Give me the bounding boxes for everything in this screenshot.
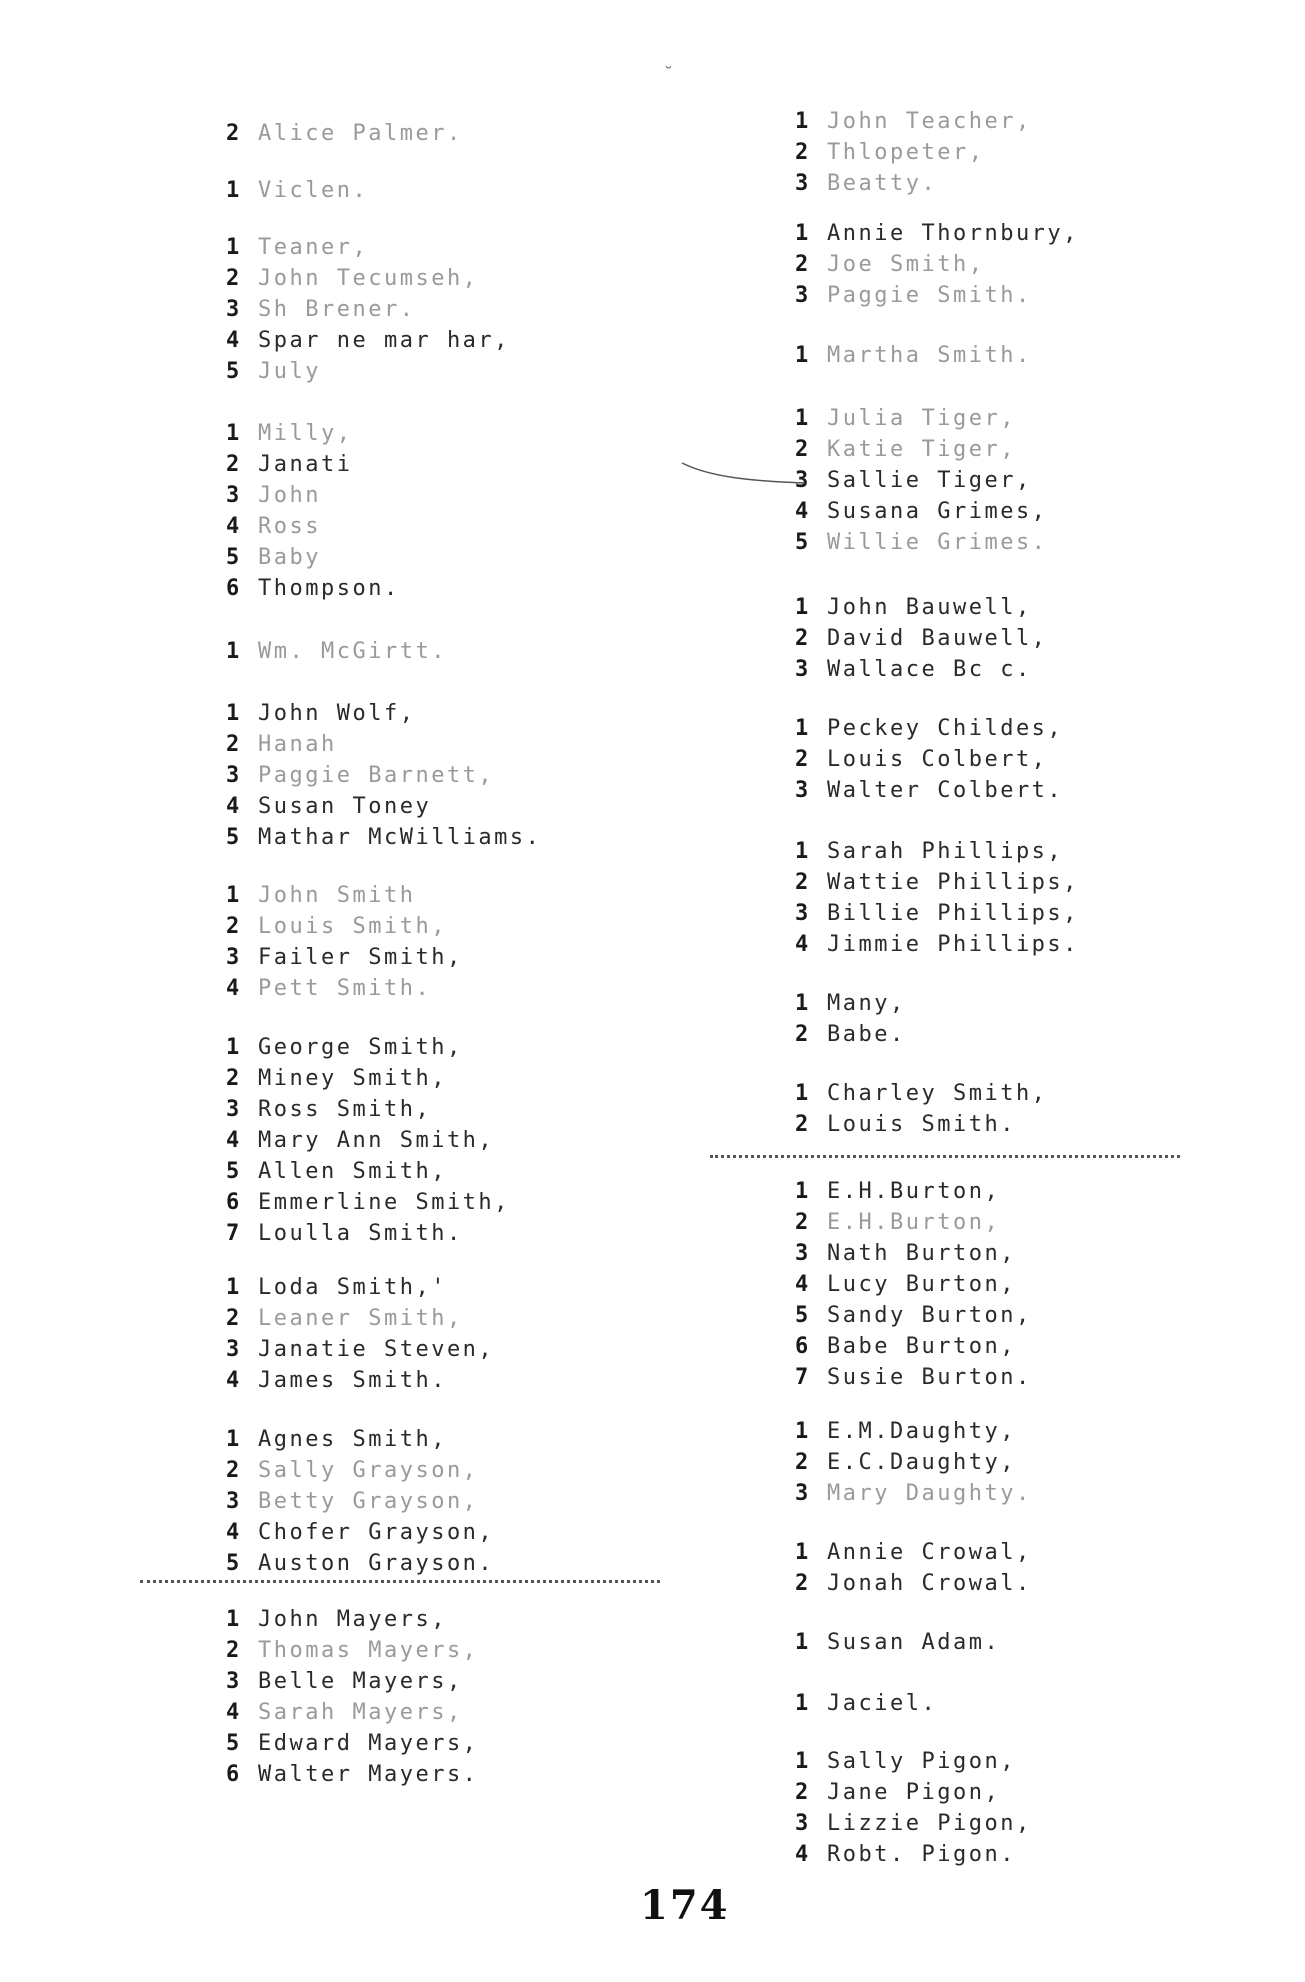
right-entry-group (795, 1627, 1000, 1658)
right-entry-group (795, 1416, 1032, 1509)
left-entry-group (226, 175, 368, 206)
list-item (226, 973, 463, 1004)
list-item (795, 775, 1063, 806)
entry-number: 3 (795, 1811, 811, 1836)
entry-name: Wallace Bc c. (827, 657, 1032, 682)
entry-name: Sally Grayson, (258, 1458, 479, 1483)
list-item (226, 542, 400, 573)
list-item (795, 1362, 1032, 1393)
entry-number: 2 (795, 140, 811, 165)
entry-name: Susan Toney (258, 794, 432, 819)
entry-name: Billie Phillips, (827, 901, 1079, 926)
entry-name: Beatty. (827, 171, 938, 196)
entry-number: 1 (226, 178, 242, 203)
entry-number: 2 (226, 1458, 242, 1483)
entry-number: 2 (795, 1112, 811, 1137)
entry-number: 1 (226, 883, 242, 908)
entry-name: Pett Smith. (258, 976, 432, 1001)
entry-number: 2 (226, 452, 242, 477)
entry-name: Peckey Childes, (827, 716, 1064, 741)
entry-name: John Tecumseh, (258, 266, 479, 291)
left-entry-group (226, 1032, 510, 1249)
entry-number: 1 (795, 221, 811, 246)
list-item (226, 356, 510, 387)
list-item (226, 1697, 478, 1728)
list-item (226, 1032, 510, 1063)
list-item (226, 1365, 494, 1396)
entry-number: 1 (795, 1630, 811, 1655)
entry-number: 3 (795, 283, 811, 308)
entry-number: 3 (795, 1241, 811, 1266)
entry-name: Viclen. (258, 178, 369, 203)
list-item (226, 1094, 510, 1125)
entry-number: 4 (795, 1842, 811, 1867)
list-item (226, 942, 463, 973)
entry-number: 1 (795, 406, 811, 431)
list-item (795, 1478, 1032, 1509)
entry-number: 2 (795, 1210, 811, 1235)
entry-number: 3 (226, 1097, 242, 1122)
entry-number: 6 (226, 1190, 242, 1215)
list-item (226, 325, 510, 356)
entry-name: E.M.Daughty, (827, 1419, 1016, 1444)
list-item (226, 1728, 478, 1759)
left-entry-group (226, 118, 463, 149)
left-entry-group (226, 880, 463, 1004)
section-divider-right (710, 1155, 1180, 1158)
entry-name: Many, (827, 991, 906, 1016)
top-mark: ˘ (663, 64, 674, 85)
entry-name: Allen Smith, (258, 1159, 447, 1184)
entry-number: 2 (226, 266, 242, 291)
list-item (795, 867, 1079, 898)
list-item (795, 1300, 1032, 1331)
list-item (226, 1218, 510, 1249)
list-item (795, 465, 1047, 496)
list-item (226, 1455, 494, 1486)
entry-number: 7 (226, 1221, 242, 1246)
entry-number: 2 (795, 747, 811, 772)
entry-name: Annie Crowal, (827, 1540, 1032, 1565)
entry-name: Annie Thornbury, (827, 221, 1079, 246)
list-item (226, 1424, 494, 1455)
entry-number: 6 (795, 1334, 811, 1359)
list-item (795, 1808, 1032, 1839)
list-item (795, 898, 1079, 929)
entry-name: David Bauwell, (827, 626, 1048, 651)
list-item (795, 1777, 1032, 1808)
entry-name: Louis Colbert, (827, 747, 1048, 772)
entry-name: Thomas Mayers, (258, 1638, 479, 1663)
right-entry-group (795, 1746, 1032, 1870)
entry-name: Chofer Grayson, (258, 1520, 495, 1545)
list-item (795, 836, 1079, 867)
right-entry-group (795, 1176, 1032, 1393)
right-entry-group (795, 403, 1047, 558)
list-item (795, 654, 1047, 685)
list-item (795, 1238, 1032, 1269)
entry-name: Leaner Smith, (258, 1306, 463, 1331)
list-item (795, 137, 1032, 168)
entry-number: 4 (226, 976, 242, 1001)
list-item (795, 1207, 1032, 1238)
entry-name: E.C.Daughty, (827, 1450, 1016, 1475)
list-item (226, 1334, 494, 1365)
right-entry-group (795, 340, 1032, 371)
entry-name: George Smith, (258, 1035, 463, 1060)
page-number: 174 (640, 1882, 730, 1929)
entry-name: John (258, 483, 321, 508)
entry-number: 2 (795, 1780, 811, 1805)
list-item (795, 527, 1047, 558)
entry-name: Loda Smith,' (258, 1275, 447, 1300)
entry-name: Nath Burton, (827, 1241, 1016, 1266)
entry-name: Baby (258, 545, 321, 570)
list-item (795, 1839, 1032, 1870)
entry-number: 2 (226, 1306, 242, 1331)
entry-name: Edward Mayers, (258, 1731, 479, 1756)
entry-number: 4 (226, 1700, 242, 1725)
list-item (226, 636, 447, 667)
list-item (795, 1746, 1032, 1777)
list-item (795, 1078, 1047, 1109)
list-item (226, 880, 463, 911)
entry-number: 2 (226, 732, 242, 757)
entry-name: John Wolf, (258, 701, 416, 726)
entry-number: 3 (226, 1337, 242, 1362)
entry-name: Wattie Phillips, (827, 870, 1079, 895)
entry-number: 1 (795, 716, 811, 741)
entry-number: 1 (795, 991, 811, 1016)
entry-number: 5 (226, 545, 242, 570)
right-entry-group (795, 988, 906, 1050)
entry-number: 1 (795, 343, 811, 368)
entry-number: 1 (226, 1275, 242, 1300)
entry-number: 4 (226, 794, 242, 819)
entry-name: Sallie Tiger, (827, 468, 1032, 493)
entry-name: E.H.Burton, (827, 1210, 1001, 1235)
entry-number: 1 (795, 839, 811, 864)
list-item (226, 263, 510, 294)
left-entry-group (226, 232, 510, 387)
right-entry-group (795, 106, 1032, 199)
entry-name: Louis Smith, (258, 914, 447, 939)
list-item (226, 1635, 478, 1666)
entry-name: Babe Burton, (827, 1334, 1016, 1359)
entry-name: Betty Grayson, (258, 1489, 479, 1514)
entry-number: 1 (226, 1035, 242, 1060)
entry-name: July (258, 359, 321, 384)
entry-name: Emmerline Smith, (258, 1190, 510, 1215)
entry-number: 1 (226, 235, 242, 260)
entry-name: Ross Smith, (258, 1097, 432, 1122)
entry-number: 5 (795, 530, 811, 555)
entry-name: Spar ne mar har, (258, 328, 510, 353)
list-item (795, 744, 1063, 775)
entry-number: 1 (226, 1427, 242, 1452)
entry-name: Belle Mayers, (258, 1669, 463, 1694)
list-item (226, 1604, 478, 1635)
entry-name: Loulla Smith. (258, 1221, 463, 1246)
entry-number: 1 (795, 595, 811, 620)
entry-number: 1 (226, 701, 242, 726)
entry-number: 3 (226, 483, 242, 508)
list-item (226, 1486, 494, 1517)
entry-name: Charley Smith, (827, 1081, 1048, 1106)
entry-number: 1 (795, 1081, 811, 1106)
right-entry-group (795, 592, 1047, 685)
list-item (226, 1156, 510, 1187)
list-item (795, 1331, 1032, 1362)
list-item (795, 434, 1047, 465)
entry-number: 2 (795, 252, 811, 277)
list-item (795, 496, 1047, 527)
entry-name: Teaner, (258, 235, 369, 260)
list-item (226, 449, 400, 480)
entry-name: Katie Tiger, (827, 437, 1016, 462)
entry-number: 3 (795, 657, 811, 682)
list-item (226, 1548, 494, 1579)
list-item (795, 623, 1047, 654)
list-item (795, 218, 1079, 249)
list-item (795, 1688, 937, 1719)
left-entry-group (226, 1272, 494, 1396)
entry-number: 7 (795, 1365, 811, 1390)
list-item (226, 573, 400, 604)
entry-name: Susie Burton. (827, 1365, 1032, 1390)
list-item (226, 760, 541, 791)
entry-number: 3 (795, 1481, 811, 1506)
entry-number: 4 (226, 1368, 242, 1393)
list-item (226, 911, 463, 942)
entry-number: 1 (226, 639, 242, 664)
entry-number: 2 (226, 914, 242, 939)
entry-number: 4 (226, 514, 242, 539)
entry-name: Auston Grayson. (258, 1551, 495, 1576)
entry-name: John Bauwell, (827, 595, 1032, 620)
entry-name: Janatie Steven, (258, 1337, 495, 1362)
entry-name: Joe Smith, (827, 252, 985, 277)
entry-number: 1 (795, 1540, 811, 1565)
entry-name: Mary Daughty. (827, 1481, 1032, 1506)
list-item (795, 106, 1032, 137)
entry-name: James Smith. (258, 1368, 447, 1393)
entry-number: 2 (795, 437, 811, 462)
entry-number: 1 (795, 1419, 811, 1444)
list-item (226, 1272, 494, 1303)
entry-name: Lucy Burton, (827, 1272, 1016, 1297)
entry-name: Agnes Smith, (258, 1427, 447, 1452)
left-entry-group (226, 1604, 478, 1790)
right-entry-group (795, 713, 1063, 806)
list-item (226, 511, 400, 542)
entry-number: 5 (226, 1551, 242, 1576)
entry-name: Jaciel. (827, 1691, 938, 1716)
entry-number: 3 (226, 1489, 242, 1514)
entry-number: 1 (795, 109, 811, 134)
entry-number: 1 (226, 421, 242, 446)
entry-number: 3 (795, 778, 811, 803)
entry-name: John Smith (258, 883, 416, 908)
entry-number: 2 (795, 1571, 811, 1596)
entry-name: Paggie Barnett, (258, 763, 495, 788)
entry-name: Wm. McGirtt. (258, 639, 447, 664)
entry-name: Alice Palmer. (258, 121, 463, 146)
entry-number: 5 (226, 1159, 242, 1184)
entry-number: 3 (795, 468, 811, 493)
pencil-arrow-icon (680, 455, 810, 495)
entry-name: Sarah Phillips, (827, 839, 1064, 864)
entry-name: Julia Tiger, (827, 406, 1016, 431)
list-item (226, 1303, 494, 1334)
entry-number: 2 (795, 1022, 811, 1047)
entry-name: Susana Grimes, (827, 499, 1048, 524)
entry-name: Miney Smith, (258, 1066, 447, 1091)
list-item (795, 1537, 1032, 1568)
entry-name: Jane Pigon, (827, 1780, 1001, 1805)
list-item (226, 1517, 494, 1548)
entry-number: 1 (226, 1607, 242, 1632)
list-item (795, 988, 906, 1019)
entry-name: Willie Grimes. (827, 530, 1048, 555)
list-item (795, 1019, 906, 1050)
entry-name: Sh Brener. (258, 297, 416, 322)
list-item (226, 175, 368, 206)
entry-number: 2 (226, 121, 242, 146)
entry-number: 5 (226, 825, 242, 850)
entry-name: E.H.Burton, (827, 1179, 1001, 1204)
list-item (226, 1759, 478, 1790)
entry-number: 3 (226, 297, 242, 322)
entry-number: 4 (226, 1520, 242, 1545)
entry-name: Jimmie Phillips. (827, 932, 1079, 957)
entry-name: Robt. Pigon. (827, 1842, 1016, 1867)
list-item (226, 1187, 510, 1218)
entry-number: 5 (795, 1303, 811, 1328)
entry-name: Lizzie Pigon, (827, 1811, 1032, 1836)
list-item (226, 118, 463, 149)
list-item (226, 294, 510, 325)
entry-number: 2 (226, 1638, 242, 1663)
entry-name: Sarah Mayers, (258, 1700, 463, 1725)
entry-number: 4 (795, 499, 811, 524)
entry-name: Ross (258, 514, 321, 539)
entry-number: 2 (226, 1066, 242, 1091)
entry-name: Jonah Crowal. (827, 1571, 1032, 1596)
entry-number: 2 (795, 626, 811, 651)
entry-number: 6 (226, 1762, 242, 1787)
right-entry-group (795, 1537, 1032, 1599)
entry-name: Mary Ann Smith, (258, 1128, 495, 1153)
entry-number: 3 (226, 945, 242, 970)
right-entry-group (795, 836, 1079, 960)
list-item (795, 1269, 1032, 1300)
list-item (795, 1416, 1032, 1447)
list-item (226, 1063, 510, 1094)
list-item (795, 592, 1047, 623)
entry-number: 4 (795, 1272, 811, 1297)
list-item (226, 1125, 510, 1156)
section-divider-left (140, 1580, 660, 1583)
entry-name: Mathar McWilliams. (258, 825, 542, 850)
right-entry-group (795, 1688, 937, 1719)
entry-number: 1 (795, 1749, 811, 1774)
entry-number: 2 (795, 1450, 811, 1475)
entry-name: Sandy Burton, (827, 1303, 1032, 1328)
list-item (795, 1627, 1000, 1658)
list-item (795, 280, 1079, 311)
list-item (795, 1568, 1032, 1599)
entry-name: Susan Adam. (827, 1630, 1001, 1655)
entry-name: John Mayers, (258, 1607, 447, 1632)
entry-number: 2 (795, 870, 811, 895)
entry-name: Martha Smith. (827, 343, 1032, 368)
list-item (795, 1447, 1032, 1478)
entry-number: 4 (226, 1128, 242, 1153)
entry-name: Louis Smith. (827, 1112, 1016, 1137)
entry-number: 4 (795, 932, 811, 957)
left-entry-group (226, 636, 447, 667)
entry-name: Babe. (827, 1022, 906, 1047)
entry-number: 5 (226, 1731, 242, 1756)
list-item (795, 1109, 1047, 1140)
entry-number: 3 (795, 171, 811, 196)
entry-number: 5 (226, 359, 242, 384)
list-item (226, 791, 541, 822)
entry-number: 3 (795, 901, 811, 926)
entry-name: Failer Smith, (258, 945, 463, 970)
entry-name: Paggie Smith. (827, 283, 1032, 308)
list-item (795, 1176, 1032, 1207)
entry-name: Thlopeter, (827, 140, 985, 165)
entry-number: 3 (226, 763, 242, 788)
list-item (226, 232, 510, 263)
right-entry-group (795, 218, 1079, 311)
entry-name: Milly, (258, 421, 353, 446)
entry-number: 3 (226, 1669, 242, 1694)
left-entry-group (226, 1424, 494, 1579)
list-item (226, 480, 400, 511)
entry-name: Sally Pigon, (827, 1749, 1016, 1774)
list-item (226, 418, 400, 449)
list-item (795, 929, 1079, 960)
entry-name: Janati (258, 452, 353, 477)
entry-name: Walter Colbert. (827, 778, 1064, 803)
entry-name: Walter Mayers. (258, 1762, 479, 1787)
list-item (795, 713, 1063, 744)
left-entry-group (226, 698, 541, 853)
entry-name: John Teacher, (827, 109, 1032, 134)
list-item (226, 698, 541, 729)
list-item (795, 340, 1032, 371)
entry-number: 1 (795, 1179, 811, 1204)
list-item (226, 822, 541, 853)
list-item (795, 403, 1047, 434)
right-entry-group (795, 1078, 1047, 1140)
left-entry-group (226, 418, 400, 604)
list-item (226, 1666, 478, 1697)
entry-number: 6 (226, 576, 242, 601)
list-item (795, 168, 1032, 199)
entry-number: 1 (795, 1691, 811, 1716)
entry-name: Thompson. (258, 576, 400, 601)
list-item (226, 729, 541, 760)
entry-name: Hanah (258, 732, 337, 757)
list-item (795, 249, 1079, 280)
entry-number: 4 (226, 328, 242, 353)
